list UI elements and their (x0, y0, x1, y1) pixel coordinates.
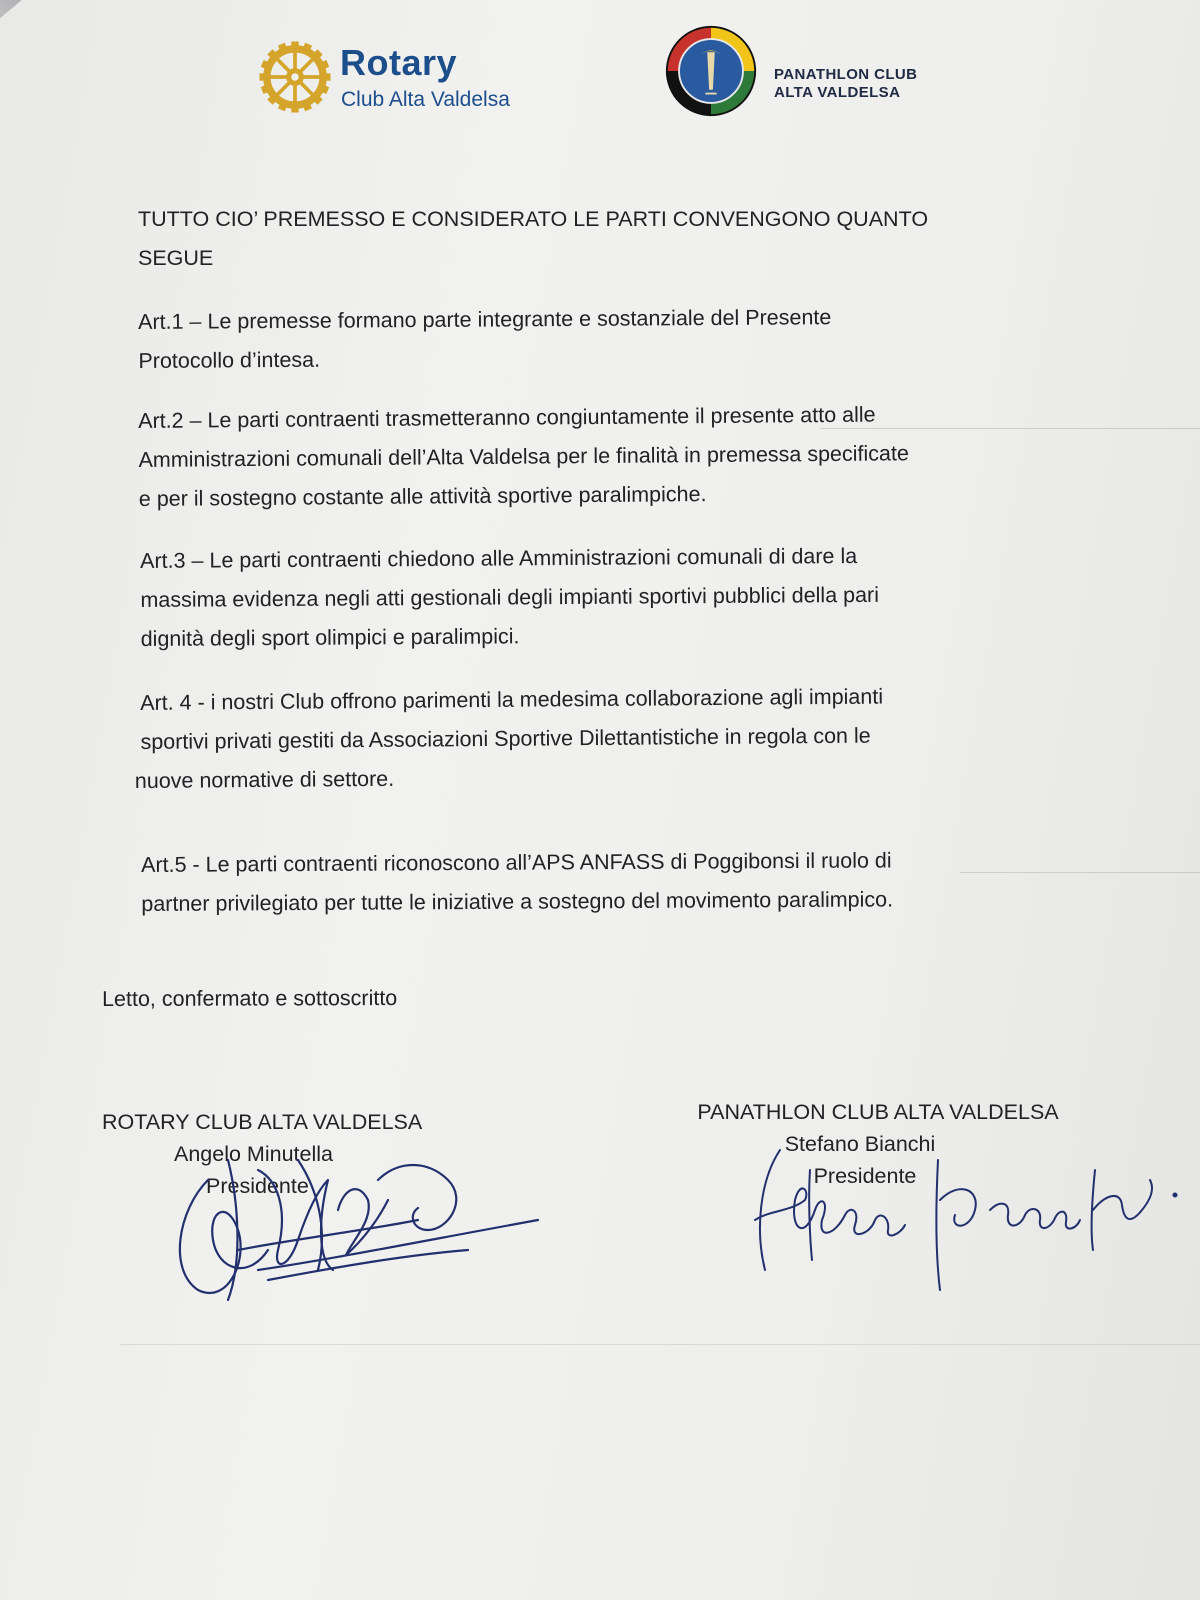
panathlon-signatory-role: Presidente (813, 1164, 917, 1188)
rotary-signatory-org: ROTARY CLUB ALTA VALDELSA (102, 1110, 423, 1134)
article-line: massima evidenza negli atti gestionali degli impianti sportivi pubblici della pari (140, 582, 880, 612)
panathlon-logo (664, 24, 964, 124)
article-4 (134, 678, 884, 801)
article-line: Art. 4 - i nostri Club offrono parimenti la medesima collaborazione agli impianti (140, 684, 884, 715)
article-line: dignità degli sport olimpici e paralimpici. (140, 624, 520, 651)
article-2 (138, 395, 909, 519)
rotary-signatory-role: Presidente (206, 1174, 309, 1198)
intro-line: SEGUE (138, 246, 214, 270)
rotary-logo-name: Rotary (340, 42, 458, 83)
panathlon-handwritten-signature (750, 1140, 1190, 1300)
panathlon-signatory-org: PANATHLON CLUB ALTA VALDELSA (697, 1100, 1059, 1124)
panathlon-signatory-name: Stefano Bianchi (784, 1132, 936, 1156)
paper-crease (120, 1344, 1200, 1345)
rotary-wheel-icon (258, 40, 332, 114)
article-line: Amministrazioni comunali dell’Alta Valdelsa per le finalità in premessa specificate (138, 441, 909, 472)
article-line: Art.5 - Le parti contraenti riconoscono all’APS ANFASS di Poggibonsi il ruolo di (141, 848, 892, 877)
rotary-signatory-name: Angelo Minutella (174, 1142, 333, 1166)
article-1 (138, 298, 832, 381)
paper-crease (960, 872, 1200, 873)
article-3 (140, 537, 879, 659)
article-line: Art.2 – Le parti contraenti trasmetteranno congiuntamente il presente atto alle (138, 402, 876, 433)
article-5 (141, 841, 893, 924)
paper-fold-shadow (0, 0, 157, 79)
rotary-handwritten-signature (168, 1120, 548, 1320)
article-line: Art.1 – Le premesse formano parte integrante e sostanziale del Presente (138, 305, 832, 334)
panathlon-logo-line2: ALTA VALDELSA (774, 84, 901, 101)
article-line: sportivi privati gestiti da Associazioni Sportive Dilettantistiche in regola con le (140, 723, 871, 754)
panathlon-emblem-icon (664, 24, 758, 118)
panathlon-logo-name (774, 66, 917, 102)
rotary-logo (258, 36, 558, 116)
article-line: partner privilegiato per tutte le iniziative a sostegno del movimento paralimpico. (141, 887, 894, 916)
article-line: Art.3 – Le parti contraenti chiedono alle Amministrazioni comunali di dare la (140, 543, 858, 573)
article-line: e per il sostegno costante alle attività sportive paralimpiche. (138, 482, 707, 511)
article-line: nuove normative di settore. (134, 766, 395, 794)
article-line: Protocollo d’intesa. (138, 347, 321, 373)
panathlon-logo-line1: PANATHLON CLUB (774, 66, 918, 83)
rotary-logo-subtitle: Club Alta Valdelsa (341, 88, 510, 111)
intro-line: TUTTO CIO’ PREMESSO E CONSIDERATO LE PARTI CONVENGONO QUANTO (138, 207, 929, 231)
intro-paragraph (138, 200, 928, 278)
closing-statement: Letto, confermato e sottoscritto (102, 985, 398, 1011)
